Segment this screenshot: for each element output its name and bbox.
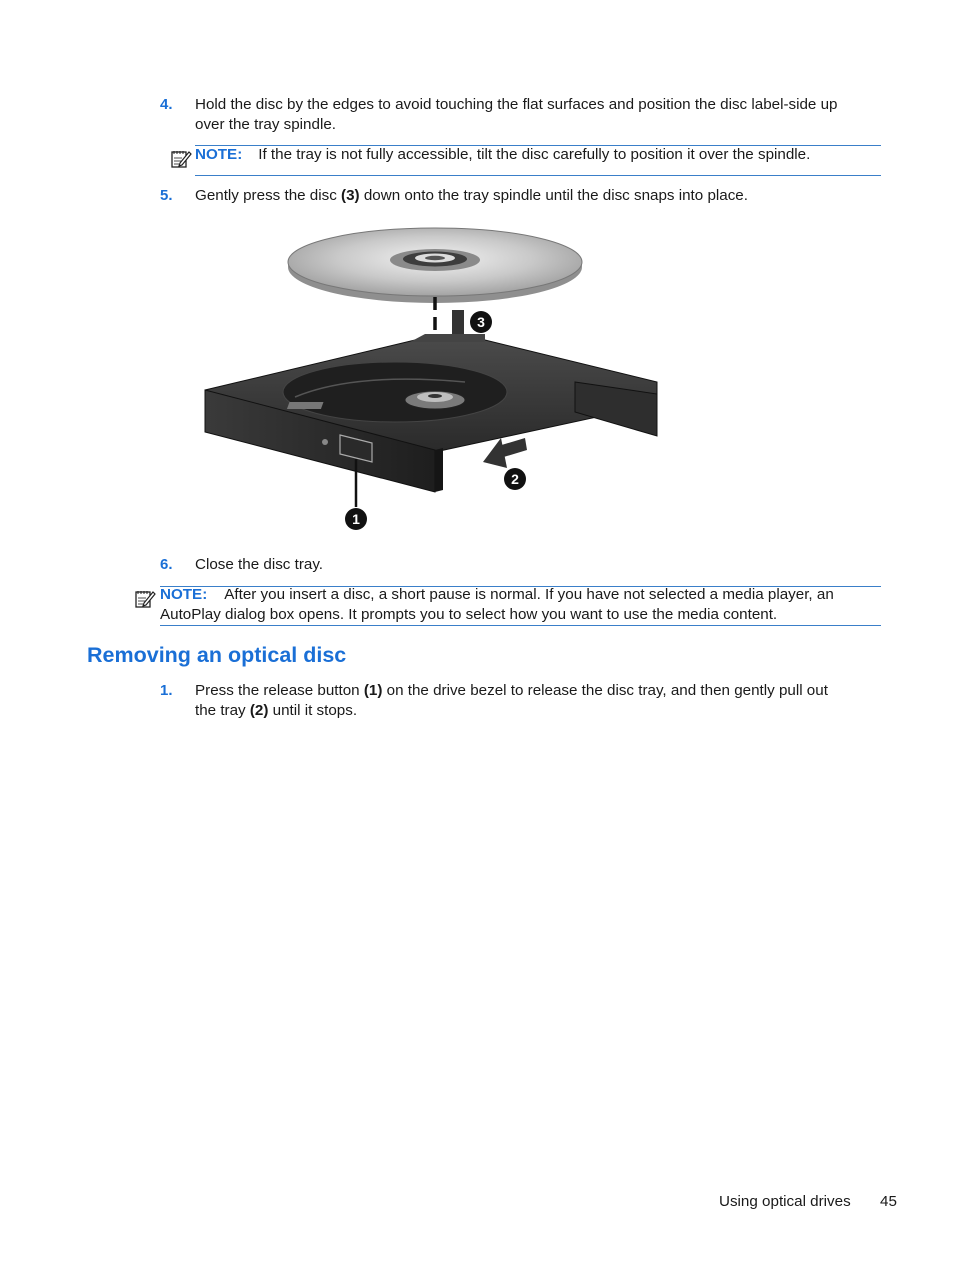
note-body: After you insert a disc, a short pause is normal. If you have not selected a media player, an	[224, 586, 834, 603]
section-heading: Removing an optical disc	[87, 643, 347, 667]
callout-reference: (2)	[249, 701, 269, 719]
svg-text:3: 3	[477, 314, 485, 330]
step-text-part: Gently press the disc	[195, 187, 342, 204]
step-number: 6.	[160, 556, 173, 573]
step-text-line: Hold the disc by the edges to avoid touching the flat surfaces and position the disc label-side up	[195, 96, 838, 113]
pull-out-arrow	[483, 438, 527, 468]
note-line	[160, 585, 885, 605]
svg-text:2: 2	[511, 471, 519, 487]
note-pencil-icon	[170, 147, 192, 169]
optical-drive-illustration	[195, 222, 665, 542]
step-number: 5.	[160, 187, 173, 204]
step-text-line	[195, 681, 895, 701]
note-bottom-rule	[160, 625, 881, 626]
note-label: NOTE:	[160, 586, 208, 603]
callout-reference: (3)	[341, 187, 360, 204]
step-number: 4.	[160, 96, 173, 113]
step-text: Close the disc tray.	[195, 556, 324, 573]
note-line: AutoPlay dialog box opens. It prompts you to select how you want to use the media content.	[160, 605, 778, 623]
step-text	[195, 95, 895, 134]
footer-chapter-title: Using optical drives	[719, 1193, 851, 1210]
step-number: 1.	[160, 682, 173, 699]
page-number: 45	[880, 1193, 897, 1210]
step-text	[195, 186, 895, 206]
note-text	[195, 145, 885, 165]
note-bottom-rule	[195, 175, 881, 176]
callout-2	[504, 468, 526, 490]
callout-3	[470, 311, 492, 333]
disc	[288, 228, 582, 303]
step-text-part: down onto the tray spindle until the disc snaps into place.	[359, 187, 748, 204]
step-text-part: the tray	[195, 701, 250, 719]
note-label: NOTE:	[195, 146, 243, 163]
note-body: If the tray is not fully accessible, tilt the disc carefully to position it over the spindle.	[258, 146, 811, 163]
step-text-line	[195, 701, 895, 721]
callout-reference: (1)	[363, 682, 383, 699]
step-text	[195, 681, 895, 720]
callout-1	[345, 508, 367, 530]
step-text-part: until it stops.	[268, 701, 358, 719]
step-text-line: over the tray spindle.	[195, 115, 336, 133]
svg-text:1: 1	[352, 511, 360, 527]
note-text	[160, 585, 885, 624]
note-pencil-icon	[134, 587, 156, 609]
step-text-part: Press the release button	[195, 682, 364, 699]
step-text-part: on the drive bezel to release the disc tray, and then gently pull out	[382, 682, 828, 699]
